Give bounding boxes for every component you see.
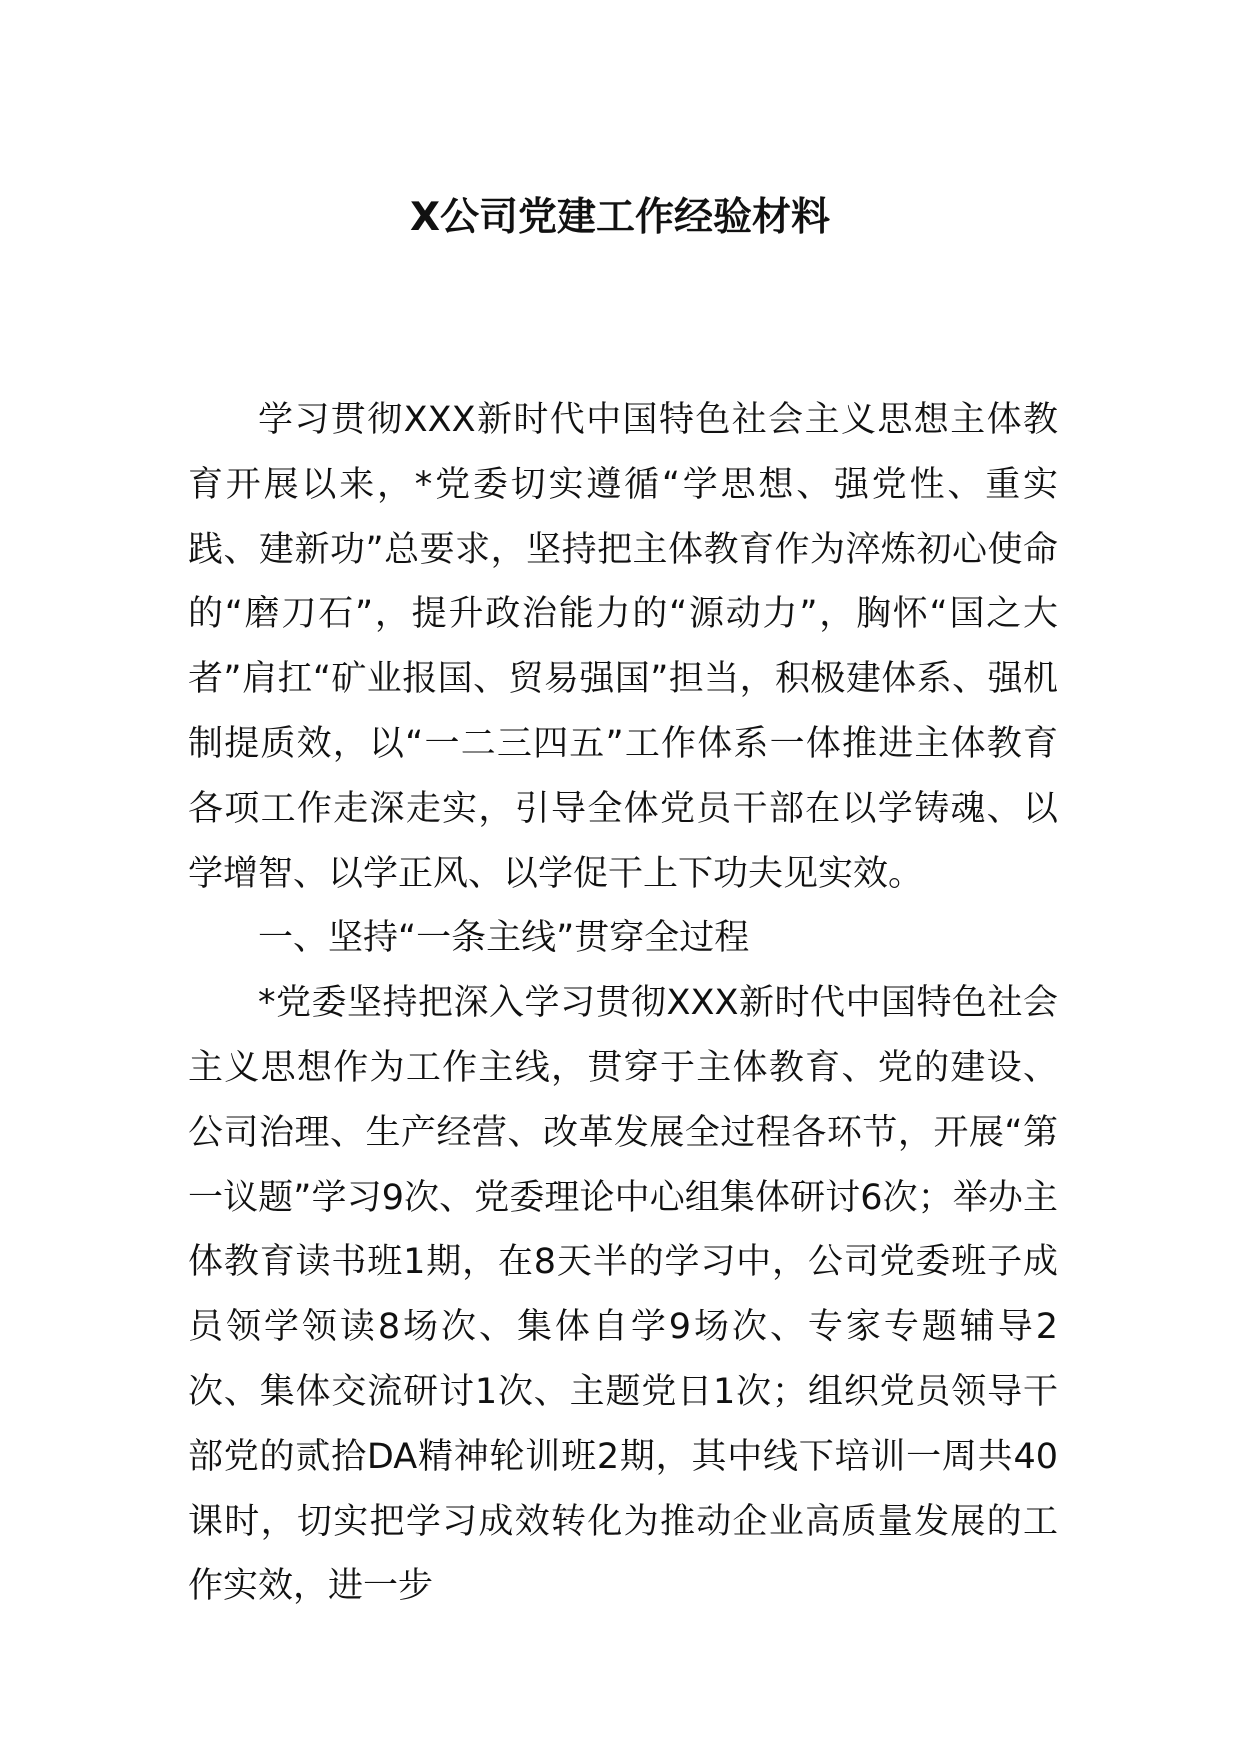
intro-paragraph: 学习贯彻XXX新时代中国特色社会主义思想主体教育开展以来，*党委切实遵循“学思想、强党性、重实践、建新功”总要求，坚持把主体教育作为淬炼初心使命的“磨刀石”，提升政治能力的“源动力”，胸怀“国之大者”肩扛“矿业报国、贸易强国”担当，积极建体系、强机制提质效，以“一二三四五”工作体系一体推进主体教育各项工作走深走实，引导全体党员干部在以学铸魂、以学增智、以学正风、以学促干上下功夫见实效。: [188, 400, 1058, 894]
section-heading-1: 一、坚持“一条主线”贯穿全过程: [258, 918, 750, 959]
document-body: [188, 388, 1058, 1619]
document-title: X公司党建工作经验材料: [409, 195, 831, 240]
section-1-paragraph: *党委坚持把深入学习贯彻XXX新时代中国特色社会主义思想作为工作主线，贯穿于主体教育、党的建设、公司治理、生产经营、改革发展全过程各环节，开展“第一议题”学习9次、党委理论中心组集体研讨6次；举办主体教育读书班1期，在8天半的学习中，公司党委班子成员领学领读8场次、集体自学9场次、专家专题辅导2次、集体交流研讨1次、主题党日1次；组织党员领导干部党的贰拾DA精神轮训班2期，其中线下培训一周共40课时，切实把学习成效转化为推动企业高质量发展的工作实效，进一步: [188, 983, 1058, 1607]
